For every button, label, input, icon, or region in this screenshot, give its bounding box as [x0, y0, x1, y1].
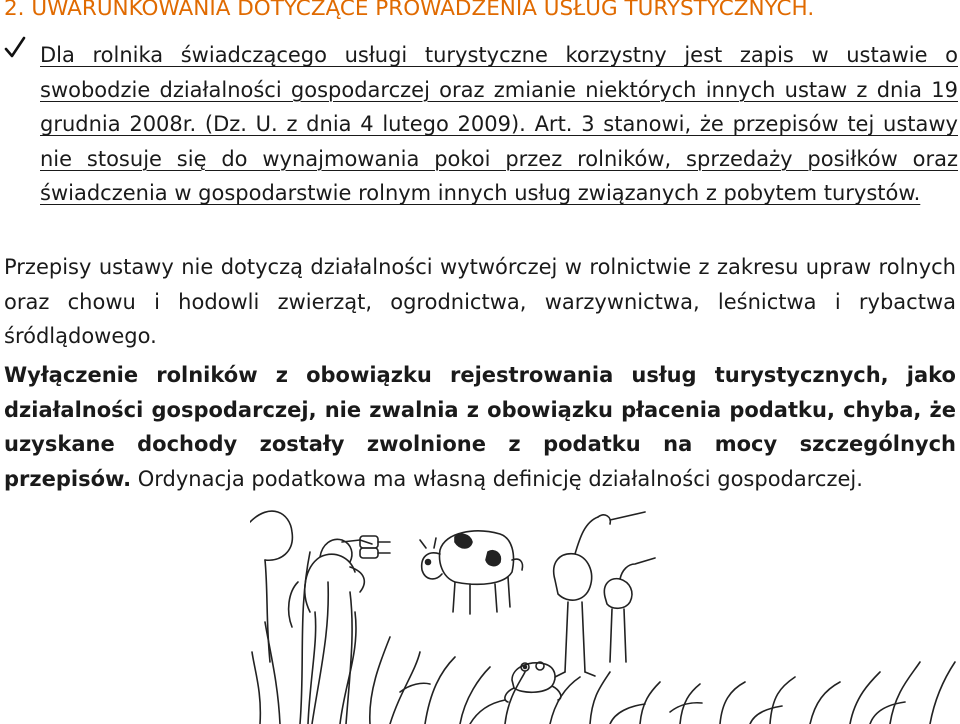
section-heading: 2. UWARUNKOWANIA DOTYCZĄCE PROWADZENIA USŁUG TURYSTYCZNYCH. [4, 0, 815, 21]
paragraph-exclusions: Przepisy ustawy nie dotyczą działalności wytwórczej w rolnictwie z zakresu upraw rolnych oraz chowu i hodowli zwierząt, ogrodnictwa, warzywnictwa, leśnictwa i rybactwa śródlądowego. [4, 255, 956, 348]
cow-drawing [420, 531, 523, 614]
frog-drawing [505, 662, 561, 702]
checklist-item-text: Dla rolnika świadczącego usługi turystyczne korzystny jest zapis w ustawie o swobodzie działalności gospodarczej oraz zmianie niektórych innych ustaw z dnia 19 grudnia 2008r. (Dz. U. z dnia 4 lutego 2009). Art. 3 stanowi, że przepisów tej ustawy nie stosuje się do wynajmowania pokoi przez rolników, sprzedaży posiłków oraz świadczenia w gospodarstwie rolnym innych usług związanych z pobytem turystów. [40, 43, 958, 205]
birdwatcher-illustration [250, 462, 960, 724]
tree-drawing [250, 511, 292, 662]
grass-drawing [252, 552, 955, 724]
paragraph-tax-bold: Wyłączenie rolników z obowiązku rejestrowania usług turystycznych, jako działalności gospodarczej, nie zwalnia z obowiązku płacenia podatku, chyba, że uzyskane dochody zostały zwolnione z podatku na mocy szczególnych przepisów. [4, 363, 956, 491]
checkmark-icon [4, 36, 26, 60]
birdwatcher-drawing [289, 536, 390, 724]
paragraph-tax-rest: Ordynacja podatkowa ma własną definicję działalności gospodarczej. [131, 466, 863, 491]
small-stork-drawing [604, 558, 655, 662]
